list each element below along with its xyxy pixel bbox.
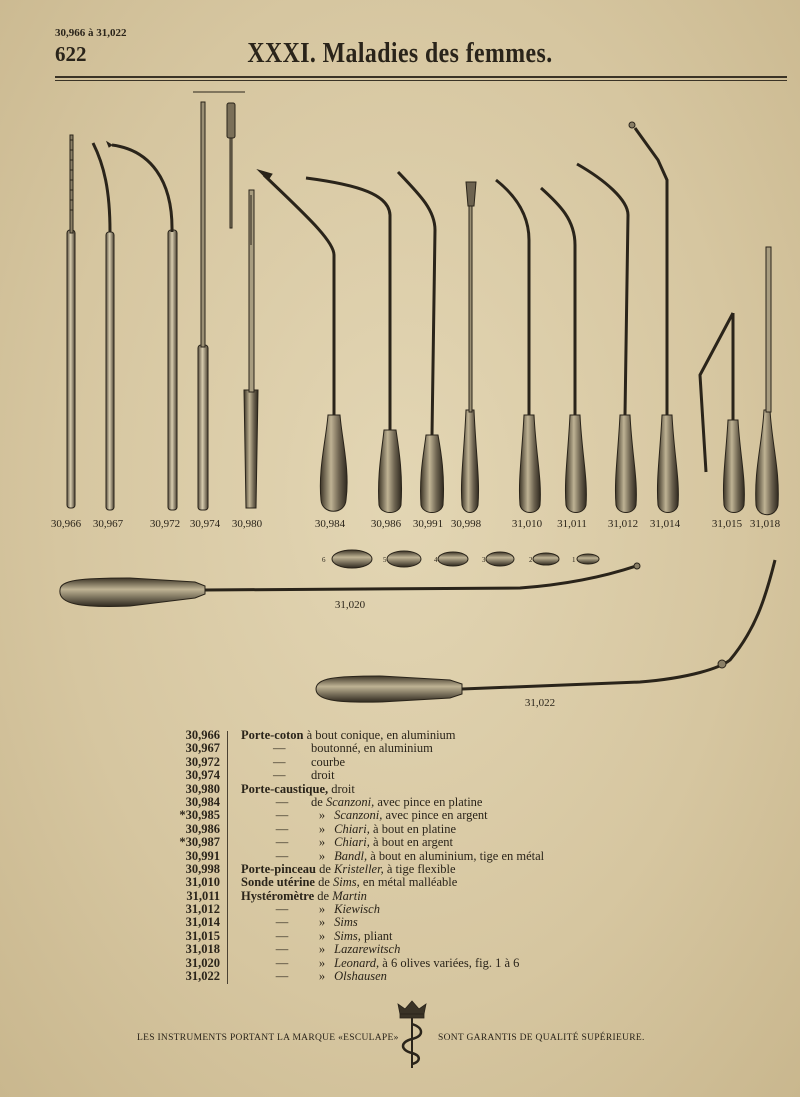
item-author: Sims [334, 915, 358, 930]
catalog-number: 31,014 [185, 915, 220, 930]
catalog-description [241, 756, 345, 769]
item-author: Chiari, [334, 821, 370, 836]
item-author: Lazarewitsch [334, 942, 401, 957]
catalog-number: 30,991 [185, 848, 220, 863]
catalog-number: 31,012 [185, 902, 220, 917]
instrument-30966 [67, 135, 75, 508]
ditto-dash: — [273, 741, 286, 756]
catalog-number: 30,966 [185, 728, 220, 742]
item-name: Porte-caustique, [241, 781, 329, 796]
item-detail: avec pince en argent [382, 808, 488, 823]
instrument-31010 [496, 180, 540, 513]
catalog-description [241, 809, 488, 822]
catalog-description [241, 850, 544, 863]
figure-label: 30,974 [189, 518, 221, 530]
instrument-31022 [316, 560, 775, 702]
figure-label: 31,022 [524, 697, 556, 709]
ditto-dash: — [275, 915, 289, 930]
item-detail: avec pince en platine [374, 794, 483, 809]
footer-left-text: LES INSTRUMENTS PORTANT LA MARQUE «ESCULAPE» [137, 1033, 399, 1043]
catalog-number: 30,986 [185, 821, 220, 836]
item-detail: courbe [311, 754, 346, 769]
footer-right-text: SONT GARANTIS DE QUALITÉ SUPÉRIEURE. [438, 1033, 645, 1043]
item-author: Sims, [333, 875, 360, 890]
catalog-description [241, 943, 400, 956]
item-author: Sims, [334, 928, 361, 943]
instrument-30967 [93, 143, 114, 510]
ditto-dash: — [275, 955, 289, 970]
catalog-description [241, 957, 519, 970]
figure-label: 31,018 [749, 518, 781, 530]
olive-number-1: 1 [572, 556, 576, 564]
catalog-description [241, 903, 380, 916]
instrument-30972 [107, 142, 177, 510]
catalog-description [241, 863, 456, 876]
item-prefix: de [314, 888, 333, 903]
item-prefix: de [315, 861, 335, 876]
instrument-31012 [577, 164, 636, 513]
catalog-number: *30,985 [179, 808, 220, 823]
instrument-30974 [193, 92, 245, 510]
instrument-31015 [700, 313, 744, 513]
item-name: Hystéromètre [241, 888, 315, 903]
instrument-30991 [398, 172, 444, 513]
item-author: Olshausen [334, 969, 387, 984]
catalog-number: 30,998 [185, 861, 220, 876]
ditto-mark: » [318, 902, 326, 917]
catalog-description [241, 729, 456, 742]
figure-label: 31,020 [334, 599, 366, 611]
instrument-30986 [306, 178, 402, 513]
item-author: Kiewisch [334, 902, 380, 917]
item-detail: en métal malléable [359, 875, 458, 890]
ditto-dash: — [275, 902, 289, 917]
catalog-description [241, 796, 482, 809]
ditto-dash: — [273, 754, 286, 769]
page-number: 622 [55, 42, 87, 66]
item-name: Porte-pinceau [241, 861, 316, 876]
olive-number-6: 6 [322, 556, 326, 564]
catalog-description [241, 916, 358, 929]
item-detail: boutonné, en aluminium [311, 741, 433, 756]
figure-label: 30,984 [314, 518, 346, 530]
olive-number-2: 2 [529, 556, 533, 564]
figure-label: 30,998 [450, 518, 482, 530]
page-range: 30,966 à 31,022 [55, 27, 127, 39]
item-detail: à 6 olives variées, fig. 1 à 6 [379, 955, 520, 970]
figure-label: 31,014 [649, 518, 681, 530]
catalog-number: 31,018 [185, 942, 220, 957]
ditto-mark: » [318, 928, 326, 943]
catalog-number: 31,011 [186, 888, 220, 903]
catalog-description [241, 783, 355, 796]
ditto-mark: » [318, 915, 326, 930]
item-author: Bandl, [334, 848, 368, 863]
item-detail: à bout en aluminium, tige en métal [367, 848, 545, 863]
figure-label: 31,012 [607, 518, 639, 530]
item-name: Sonde utérine [241, 875, 315, 890]
ditto-mark: » [318, 835, 326, 850]
instrument-31018 [756, 247, 779, 515]
figure-label: 30,980 [231, 518, 263, 530]
catalog-description [241, 970, 387, 983]
instrument-30980 [244, 190, 258, 508]
catalog-description [241, 742, 433, 755]
item-author: Martin [332, 888, 367, 903]
olive-number-3: 3 [482, 556, 486, 564]
ditto-mark: » [318, 969, 326, 984]
catalog-number: 30,972 [185, 754, 220, 769]
ditto-dash: — [275, 848, 289, 863]
figure-label: 30,986 [370, 518, 402, 530]
instrument-30998 [461, 182, 478, 513]
olive-number-4: 4 [434, 556, 438, 564]
item-author: Leonard, [334, 955, 380, 970]
ditto-dash: — [275, 835, 289, 850]
item-author: Kristeller, [334, 861, 384, 876]
ditto-dash: — [275, 928, 289, 943]
instrument-31014 [629, 122, 678, 513]
catalog-number: 30,984 [185, 794, 220, 809]
ditto-mark: » [318, 955, 326, 970]
item-author: Scanzoni, [334, 808, 383, 823]
ditto-dash: — [273, 768, 286, 783]
catalog-description [241, 876, 457, 889]
catalog-number: 30,967 [185, 741, 220, 756]
table-divider [227, 731, 228, 984]
figure-label: 30,972 [149, 518, 181, 530]
figure-label: 31,010 [511, 518, 543, 530]
figure-label: 31,015 [711, 518, 743, 530]
aesculapius-logo [394, 998, 430, 1070]
crown-icon [398, 1001, 426, 1018]
ditto-mark: » [318, 942, 326, 957]
ditto-mark: » [318, 808, 326, 823]
catalog-description [241, 836, 453, 849]
item-prefix: de [314, 875, 334, 890]
catalog-number: 31,010 [185, 875, 220, 890]
catalog-description [241, 769, 335, 782]
instrument-31011 [541, 188, 586, 513]
item-detail: à bout en platine [369, 821, 456, 836]
olive-number-5: 5 [383, 556, 387, 564]
catalog-description [241, 930, 392, 943]
page-title: XXXI. Maladies des femmes. [247, 38, 553, 69]
catalog-number: 31,015 [185, 928, 220, 943]
ditto-dash: — [275, 942, 289, 957]
figure-label: 30,991 [412, 518, 444, 530]
item-author: Scanzoni, [325, 794, 375, 809]
ditto-dash: — [275, 821, 289, 836]
ditto-mark: » [318, 821, 326, 836]
item-detail: droit [328, 781, 355, 796]
catalog-description [241, 823, 456, 836]
item-name: Porte-coton [241, 728, 304, 742]
catalog-number: 30,980 [185, 781, 220, 796]
item-prefix: de [311, 794, 326, 809]
catalog-number: 31,020 [185, 955, 220, 970]
item-author: Chiari, [334, 835, 370, 850]
figure-label: 31,011 [557, 518, 587, 530]
ditto-mark: » [318, 848, 326, 863]
item-detail: à bout conique, en aluminium [303, 728, 456, 742]
aesculapius-staff-icon [403, 1018, 421, 1068]
instrument-30984 [258, 170, 347, 511]
item-detail: à bout en argent [369, 835, 453, 850]
figure-label: 30,967 [92, 518, 124, 530]
catalog-number: 30,974 [185, 768, 220, 783]
item-detail: à tige flexible [383, 861, 456, 876]
olives-set [332, 550, 599, 568]
catalog-number: *30,987 [179, 835, 220, 850]
ditto-dash: — [275, 808, 289, 823]
item-detail: droit [311, 768, 335, 783]
ditto-dash: — [275, 794, 289, 809]
catalog-description [241, 890, 367, 903]
ditto-dash: — [275, 969, 289, 984]
item-detail: pliant [360, 928, 393, 943]
figure-label: 30,966 [50, 518, 82, 530]
catalog-number: 31,022 [185, 969, 220, 984]
